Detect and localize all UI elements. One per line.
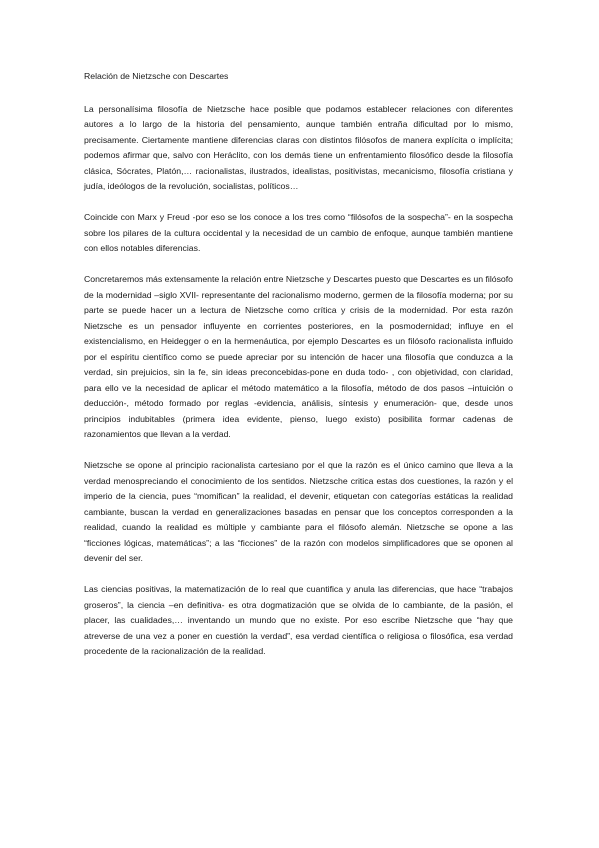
paragraph-ciencias: Las ciencias positivas, la matematización de lo real que cuantifica y anula las diferencias, que hace “trabajos groseros”, la ciencia –en definitiva- es otra dogmatización que se olvida de lo cambiante, de la pasión, el placer, las cualidades,… inventando un mundo que no existe. Por eso escribe Nietzsche que “hay que atreverse de una vez a poner en cuestión la verdad”, esa verdad científica o religiosa o filosófica, esa verdad procedente de la racionalización de la realidad. [84, 584, 513, 656]
document-title: Relación de Nietzsche con Descartes [84, 71, 229, 81]
paragraph-descartes: Concretaremos más extensamente la relación entre Nietzsche y Descartes puesto que Descartes es un filósofo de la modernidad –siglo XVII- representante del racionalismo moderno, germen de la filosofía moderna; por su parte se puede hacer un a lectura de Nietzsche como crítica y crisis de la modernidad. Por esta razón Nietzsche es un pensador influyente en corrientes posteriores, en la posmodernidad; influye en el existencialismo, en Heidegger o en la hermenáutica, por ejemplo Descartes es un filósofo racionalista influido por el espíritu científico como se puede apreciar por su intención de hacer una filosofía que conduzca a la verdad, sin prejuicios, sin la fe, sin ideas preconcebidas-pone en duda todo- , con objetividad, con claridad, para ello ve la necesidad de aplicar el método matemático a la filosofía, método de dos pasos –intuición o deducción-, método formado por reglas -evidencia, análisis, síntesis y enumeración- que, desde unos principios indubitables (primera idea evidente, pienso, luego existo) posibilita formar cadenas de razonamientos que llevan a la verdad. [84, 274, 513, 439]
paragraph-sospecha: Coincide con Marx y Freud -por eso se los conoce a los tres como “filósofos de la sospecha”- en la sospecha sobre los pilares de la cultura occidental y la necesidad de un cambio de enfoque, aunque también mantiene con ellos notables diferencias. [84, 212, 513, 253]
paragraph-intro: La personalísima filosofía de Nietzsche hace posible que podamos establecer relaciones con diferentes autores a lo largo de la historia del pensamiento, aunque también entraña dificultad por lo mismo, precisamente. Ciertamente mantiene diferencias claras con distintos filósofos de manera explícita o implícita; podemos afirmar que, salvo con Heráclito, con los demás tiene un enfrentamiento filosófico desde la filosofía clásica, Sócrates, Platón,… racionalistas, ilustrados, idealistas, positivistas, mecanicismo, filosofía cristiana y judía, ideólogos de la revolución, socialistas, políticos… [84, 103, 513, 191]
document-body [84, 69, 513, 675]
paragraph-oposicion: Nietzsche se opone al principio racionalista cartesiano por el que la razón es el único camino que lleva a la verdad menospreciando el conocimiento de los sentidos. Nietzsche critica estas dos cuestiones, la razón y el imperio de la ciencia, pues “momifican” la realidad, el devenir, etiquetan con categorías estáticas la realidad cambiante, buscan la verdad en generalizaciones basadas en pensar que los conceptos corresponden a la realidad, cuando la realidad es múltiple y cambiante para el filósofo alemán. Nietzsche se opone a las “ficciones lógicas, matemáticas”; a las “ficciones” de la razón con modelos simplificadores que se oponen al devenir del ser. [84, 460, 513, 563]
